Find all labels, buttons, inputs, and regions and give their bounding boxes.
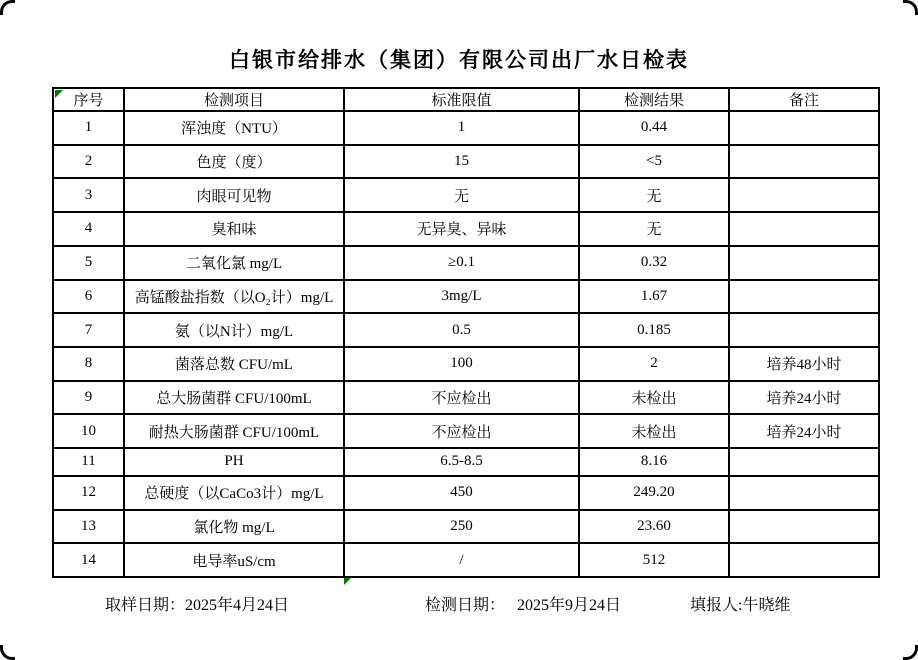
test-date: [425, 592, 621, 615]
cell-seq: 9: [53, 381, 124, 415]
cell-item: 氨（以N计）mg/L: [124, 313, 344, 347]
cell-limit: 100: [344, 347, 579, 381]
cell-seq: 8: [53, 347, 124, 381]
cell-remark: [729, 448, 879, 476]
cell-remark: [729, 246, 879, 280]
reporter-label: 填报人:: [690, 597, 743, 614]
sampling-date-value: 2025年4月24日: [185, 597, 290, 614]
cell-seq: 6: [53, 280, 124, 314]
cell-item: 高锰酸盐指数（以O₂计）mg/L: [124, 280, 344, 314]
cell-remark: [729, 543, 879, 577]
cell-result: 512: [579, 543, 729, 577]
table-row: [53, 543, 879, 577]
cell-remark: [729, 313, 879, 347]
window-corner-top-right: [903, 0, 918, 15]
cell-result: 无: [579, 178, 729, 212]
cell-limit: 15: [344, 145, 579, 179]
cell-seq: 1: [53, 111, 124, 145]
column-header-result: 检测结果: [579, 88, 729, 111]
cell-result: 未检出: [579, 381, 729, 415]
page-title: 白银市给排水（集团）有限公司出厂水日检表: [229, 48, 689, 72]
cell-result: 2: [579, 347, 729, 381]
table-bottom-flag-marker-icon: [344, 578, 351, 585]
cell-limit: 6.5-8.5: [344, 448, 579, 476]
cell-item: 浑浊度（NTU）: [124, 111, 344, 145]
table-header-row: [53, 88, 879, 111]
cell-seq: 10: [53, 414, 124, 448]
test-date-value: 2025年9月24日: [517, 597, 622, 614]
sampling-date: [105, 592, 289, 615]
cell-seq: 12: [53, 476, 124, 510]
cell-remark: [729, 111, 879, 145]
table-row: [53, 347, 879, 381]
window-corner-bottom-left: [0, 645, 15, 660]
cell-result: 8.16: [579, 448, 729, 476]
cell-result: 0.32: [579, 246, 729, 280]
window-corner-bottom-right: [903, 645, 918, 660]
cell-result: <5: [579, 145, 729, 179]
cell-item: PH: [124, 448, 344, 476]
table-row: [53, 381, 879, 415]
cell-remark: 培养24小时: [729, 414, 879, 448]
column-header-limit: 标准限值: [344, 88, 579, 111]
test-date-label: 检测日期：: [425, 597, 506, 614]
cell-limit: 无: [344, 178, 579, 212]
column-header-remark: 备注: [729, 88, 879, 111]
column-header-seq: 序号: [53, 88, 124, 111]
reporter: [690, 592, 790, 615]
cell-seq: 3: [53, 178, 124, 212]
cell-remark: [729, 145, 879, 179]
table-row: [53, 212, 879, 246]
cell-remark: [729, 212, 879, 246]
cell-limit: 不应检出: [344, 381, 579, 415]
cell-remark: 培养48小时: [729, 347, 879, 381]
table-row: [53, 510, 879, 544]
reporter-name: 牛晓维: [742, 597, 791, 614]
cell-seq: 14: [53, 543, 124, 577]
cell-limit: 450: [344, 476, 579, 510]
cell-limit: 1: [344, 111, 579, 145]
cell-seq: 4: [53, 212, 124, 246]
cell-item: 总大肠菌群 CFU/100mL: [124, 381, 344, 415]
cell-item: 菌落总数 CFU/mL: [124, 347, 344, 381]
table-row: [53, 246, 879, 280]
cell-result: 249.20: [579, 476, 729, 510]
table-row: [53, 414, 879, 448]
table-row: [53, 178, 879, 212]
cell-remark: [729, 280, 879, 314]
inspection-table: [52, 87, 880, 578]
cell-result: 0.185: [579, 313, 729, 347]
cell-item: 耐热大肠菌群 CFU/100mL: [124, 414, 344, 448]
cell-item: 色度（度）: [124, 145, 344, 179]
table-row: [53, 145, 879, 179]
table-row: [53, 111, 879, 145]
cell-seq: 7: [53, 313, 124, 347]
cell-limit: ≥0.1: [344, 246, 579, 280]
cell-result: 23.60: [579, 510, 729, 544]
cell-item: 肉眼可见物: [124, 178, 344, 212]
table-row: [53, 448, 879, 476]
cell-result: 0.44: [579, 111, 729, 145]
cell-item: 氯化物 mg/L: [124, 510, 344, 544]
cell-limit: 250: [344, 510, 579, 544]
cell-remark: [729, 178, 879, 212]
cell-seq: 5: [53, 246, 124, 280]
cell-remark: [729, 510, 879, 544]
sampling-date-label: 取样日期：: [105, 597, 186, 614]
column-header-item: 检测项目: [124, 88, 344, 111]
cell-remark: [729, 476, 879, 510]
table-row: [53, 313, 879, 347]
cell-seq: 2: [53, 145, 124, 179]
cell-result: 无: [579, 212, 729, 246]
cell-limit: 0.5: [344, 313, 579, 347]
cell-result: 未检出: [579, 414, 729, 448]
cell-item: 二氧化氯 mg/L: [124, 246, 344, 280]
cell-limit: /: [344, 543, 579, 577]
cell-item: 臭和味: [124, 212, 344, 246]
cell-remark: 培养24小时: [729, 381, 879, 415]
table-row: [53, 280, 879, 314]
cell-limit: 3mg/L: [344, 280, 579, 314]
cell-limit: 不应检出: [344, 414, 579, 448]
cell-seq: 13: [53, 510, 124, 544]
cell-limit: 无异臭、异味: [344, 212, 579, 246]
cell-result: 1.67: [579, 280, 729, 314]
cell-item: 电导率uS/cm: [124, 543, 344, 577]
cell-seq: 11: [53, 448, 124, 476]
window-corner-top-left: [0, 0, 15, 15]
cell-item: 总硬度（以CaCo3计）mg/L: [124, 476, 344, 510]
table-row: [53, 476, 879, 510]
